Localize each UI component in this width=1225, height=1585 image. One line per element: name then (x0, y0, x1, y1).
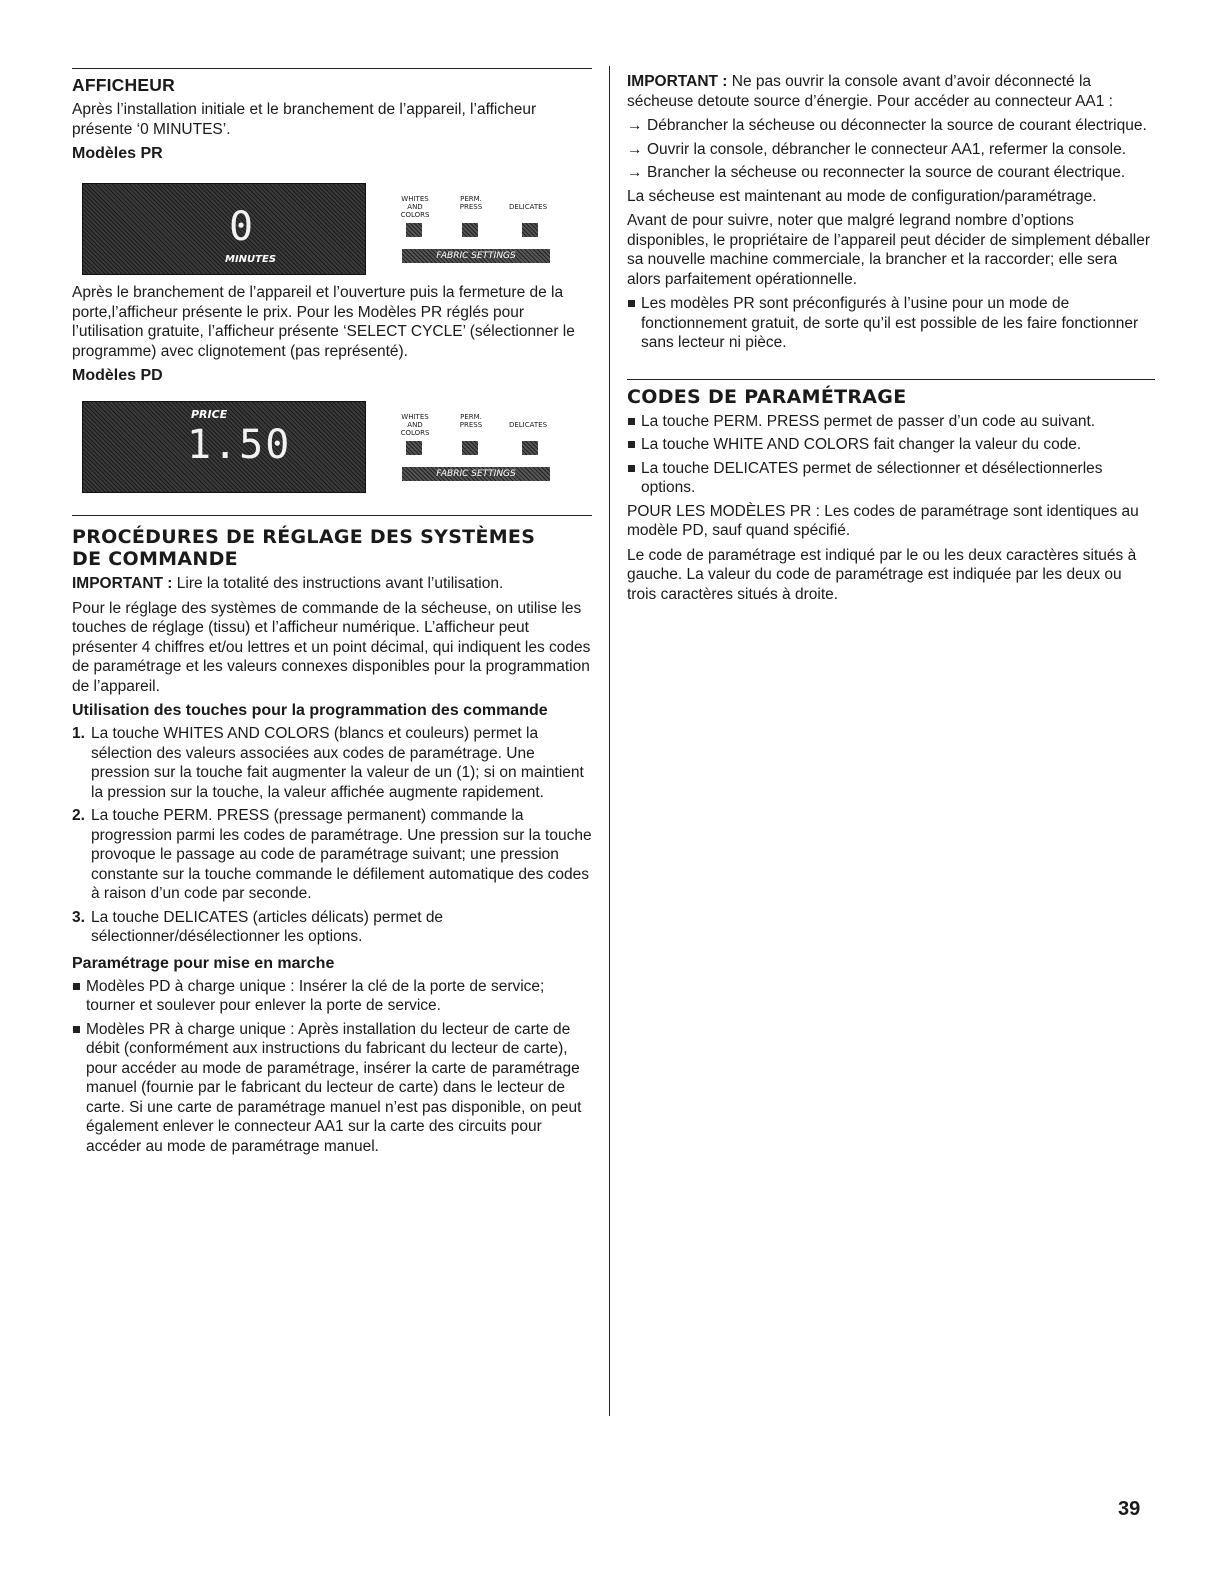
page-number: 39 (1118, 1498, 1141, 1520)
procedures-important: IMPORTANT : Lire la totalité des instructions avant l’utilisation. (72, 575, 504, 592)
afficheur-title: AFFICHEUR (72, 75, 175, 95)
marche-heading: Paramétrage pour mise en marche (72, 954, 335, 972)
lcd-tag: MINUTES (225, 254, 277, 265)
whites-button[interactable] (406, 441, 422, 455)
whites-button[interactable] (406, 223, 422, 237)
pd-display-panel (72, 401, 592, 493)
section-rule (72, 515, 592, 516)
whites-label: WHITES AND COLORS (400, 195, 430, 219)
after-pr-text: Après le branchement de l’appareil et l’ouverture puis la fermeture de la porte,l’afficheur présente le prix. Pour les Modèles PR réglés pour l’utilisation gratuite, l’afficheur présente ‘SELECT CYCLE’ (sélectionner le programme) avec clignotement (pas représenté). (72, 284, 575, 360)
list-item: Modèles PR à charge unique : Après installation du lecteur de carte de débit (conformément aux instructions du fabricant du lecteur de carte), pour accéder au mode de paramétrage, insérer la carte de paramétrage manuel (fournie par le fabricant du lecteur de carte) dans le lecteur de carte. Si une carte de paramétrage manuel n’est pas disponible, on peut également enlever le connecteur AA1 sur la carte des circuits pour accéder au mode de paramétrage manuel. (72, 1020, 592, 1157)
fabric-settings-label: FABRIC SETTINGS (402, 467, 550, 481)
lcd-digit: 0 (229, 204, 256, 250)
fabric-buttons (384, 401, 554, 493)
fabric-buttons (384, 183, 554, 275)
procedures-title: PROCÉDURES DE RÉGLAGE DES SYSTÈMES DE COMMANDE (72, 526, 536, 570)
codes-list (627, 412, 1155, 498)
delicates-label: DELICATES (508, 203, 548, 211)
left-column (72, 68, 592, 1160)
list-item: 3. La touche DELICATES (articles délicats) permet de sélectionner/désélectionner les options. (72, 908, 444, 945)
perm-press-button[interactable] (462, 223, 478, 237)
column-divider (609, 66, 610, 1416)
right-important: IMPORTANT : Ne pas ouvrir la console avant d’avoir déconnecté la sécheuse detoute source d’énergie. Pour accéder au connecteur AA1 : (627, 73, 1113, 110)
pour-para: POUR LES MODÈLES PR : Les codes de paramétrage sont identiques au modèle PD, sauf quand spécifié. (627, 502, 1139, 539)
marche-list (72, 977, 592, 1157)
list-item: → Débrancher la sécheuse ou déconnecter la source de courant électrique. (627, 117, 1147, 134)
steps-list (627, 116, 1155, 183)
lcd-display (82, 183, 366, 275)
list-item: → Ouvrir la console, débrancher le connecteur AA1, refermer la console. (627, 140, 1127, 158)
arrow-icon: → (627, 140, 643, 158)
procedures-para: Pour le réglage des systèmes de commande de la sécheuse, on utilise les touches de réglage (tissu) et l’afficheur numérique. L’afficheur peut présenter 4 chiffres et/ou lettres et un point décimal, qui indiquent les codes de paramétrage et les valeurs connexes disponibles pour la programmation de l’appareil. (72, 599, 591, 695)
avant-para: Avant de pour suivre, noter que malgré legrand nombre d’options disponibles, le propriétaire de l’appareil peut décider de simplement déballer sa nouvelle machine commerciale, la brancher et la raccorder; elle sera alors parfaitement opérationnelle. (627, 212, 1151, 288)
perm-label: PERM. PRESS (459, 195, 483, 211)
section-rule (627, 379, 1155, 380)
code-para: Le code de paramétrage est indiqué par le ou les deux caractères situés à gauche. La valeur du code de paramétrage est indiquée par les deux ou trois caractères situés à droite. (627, 546, 1137, 603)
list-item: La touche WHITE AND COLORS fait changer la valeur du code. (627, 435, 1155, 455)
list-item: 2. La touche PERM. PRESS (pressage permanent) commande la progression parmi les codes de paramétrage. Une pression sur la touche provoque le passage au code de paramétrage suivant; une pression constante sur la touche commande le défilement automatique des codes à raison d’un code par seconde. (72, 807, 592, 902)
pr-display-panel (72, 183, 592, 275)
lcd-display (82, 401, 366, 493)
arrow-icon: → (627, 117, 643, 134)
list-item: Modèles PD à charge unique : Insérer la clé de la porte de service; tourner et soulever pour enlever la porte de service. (72, 977, 592, 1016)
perm-press-button[interactable] (462, 441, 478, 455)
pr-heading: Modèles PR (72, 145, 163, 162)
pr-bullet-list (627, 294, 1155, 353)
pd-heading: Modèles PD (72, 367, 163, 384)
whites-label: WHITES AND COLORS (400, 413, 430, 437)
list-item: La touche DELICATES permet de sélectionner et désélectionnerles options. (627, 459, 1155, 498)
config-line: La sécheuse est maintenant au mode de configuration/paramétrage. (627, 187, 1097, 205)
fabric-settings-label: FABRIC SETTINGS (402, 249, 550, 263)
codes-title: CODES DE PARAMÉTRAGE (627, 385, 907, 408)
list-item: → Brancher la sécheuse ou reconnecter la source de courant électrique. (627, 164, 1126, 181)
right-column (627, 68, 1155, 609)
perm-label: PERM. PRESS (459, 413, 483, 429)
section-rule (72, 68, 592, 69)
touches-subheading: Utilisation des touches pour la programmation des commande (72, 702, 548, 719)
lcd-tag: PRICE (191, 408, 228, 421)
arrow-icon: → (627, 164, 643, 181)
delicates-button[interactable] (522, 223, 538, 237)
lcd-digit: 1.50 (187, 422, 292, 468)
list-item: La touche PERM. PRESS permet de passer d’un code au suivant. (627, 412, 1155, 432)
list-item: 1. La touche WHITES AND COLORS (blancs et couleurs) permet la sélection des valeurs associées aux codes de paramétrage. Une pression sur la touche fait augmenter la valeur de un (1); si on maintient la pression sur la touche, la valeur affichée augmente rapidement. (72, 725, 584, 801)
touches-list (72, 724, 592, 947)
delicates-label: DELICATES (508, 421, 548, 429)
afficheur-intro: Après l’installation initiale et le branchement de l’appareil, l’afficheur présente ‘0 MINUTES’. (72, 101, 537, 138)
delicates-button[interactable] (522, 441, 538, 455)
list-item: Les modèles PR sont préconfigurés à l’usine pour un mode de fonctionnement gratuit, de sorte qu’il est possible de les faire fonctionner sans lecteur ni pièce. (627, 294, 1155, 353)
